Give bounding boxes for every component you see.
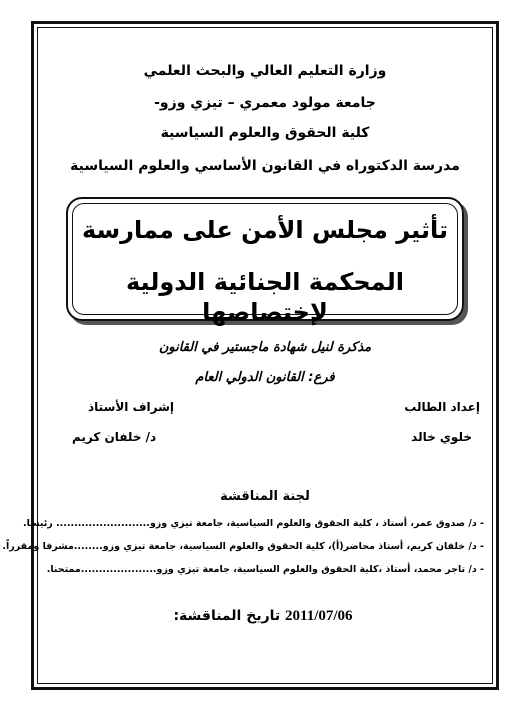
committee-member-2: - د/ خلفان كريم، أستاذ محاضر(أ)، كلية الحقوق والعلوم السياسية، جامعة تيزي وزو........مشرفا ومقرراً. (2, 541, 484, 552)
defense-date-line (40, 608, 490, 625)
doctoral-school-line: مدرسة الدكتوراه في القانون الأساسي والعلوم السياسية (70, 158, 460, 174)
thesis-title-line-2: المحكمة الجنائية الدولية لإختصاصها (125, 268, 405, 326)
supervisor-name: د/ خلفان كريم (72, 430, 157, 444)
university-line: جامعة مولود معمري – تيزي وزو- (154, 95, 376, 111)
student-name: خلوي خالد (411, 430, 472, 444)
student-label: إعداد الطالب (404, 400, 480, 414)
degree-memo: مذكرة لنيل شهادة ماجستير في القانون (158, 340, 372, 355)
thesis-title-line-1: تأثير مجلس الأمن على ممارسة (81, 216, 449, 244)
supervisor-label: إشراف الأستاذ (88, 400, 175, 414)
committee-member-1: - د/ صدوق عمر، أستاذ ، كلية الحقوق والعلوم السياسية، جامعة تيزي وزو.......................... رئيسا. (22, 518, 484, 529)
committee-title: لجنة المناقشة (220, 489, 310, 504)
faculty-line: كلية الحقوق والعلوم السياسية (160, 125, 370, 141)
defense-date-value: 2011/07/06 (285, 608, 353, 624)
committee-member-3: - د/ تاجر محمد، أستاذ ،كلية الحقوق والعلوم السياسية، جامعة تيزي وزو.....................ممتحنا. (46, 564, 484, 575)
defense-date-label: تاريخ المناقشة: (173, 608, 281, 624)
ministry-line: وزارة التعليم العالي والبحث العلمي (143, 63, 387, 79)
degree-branch: فرع: القانون الدولي العام (195, 370, 335, 385)
